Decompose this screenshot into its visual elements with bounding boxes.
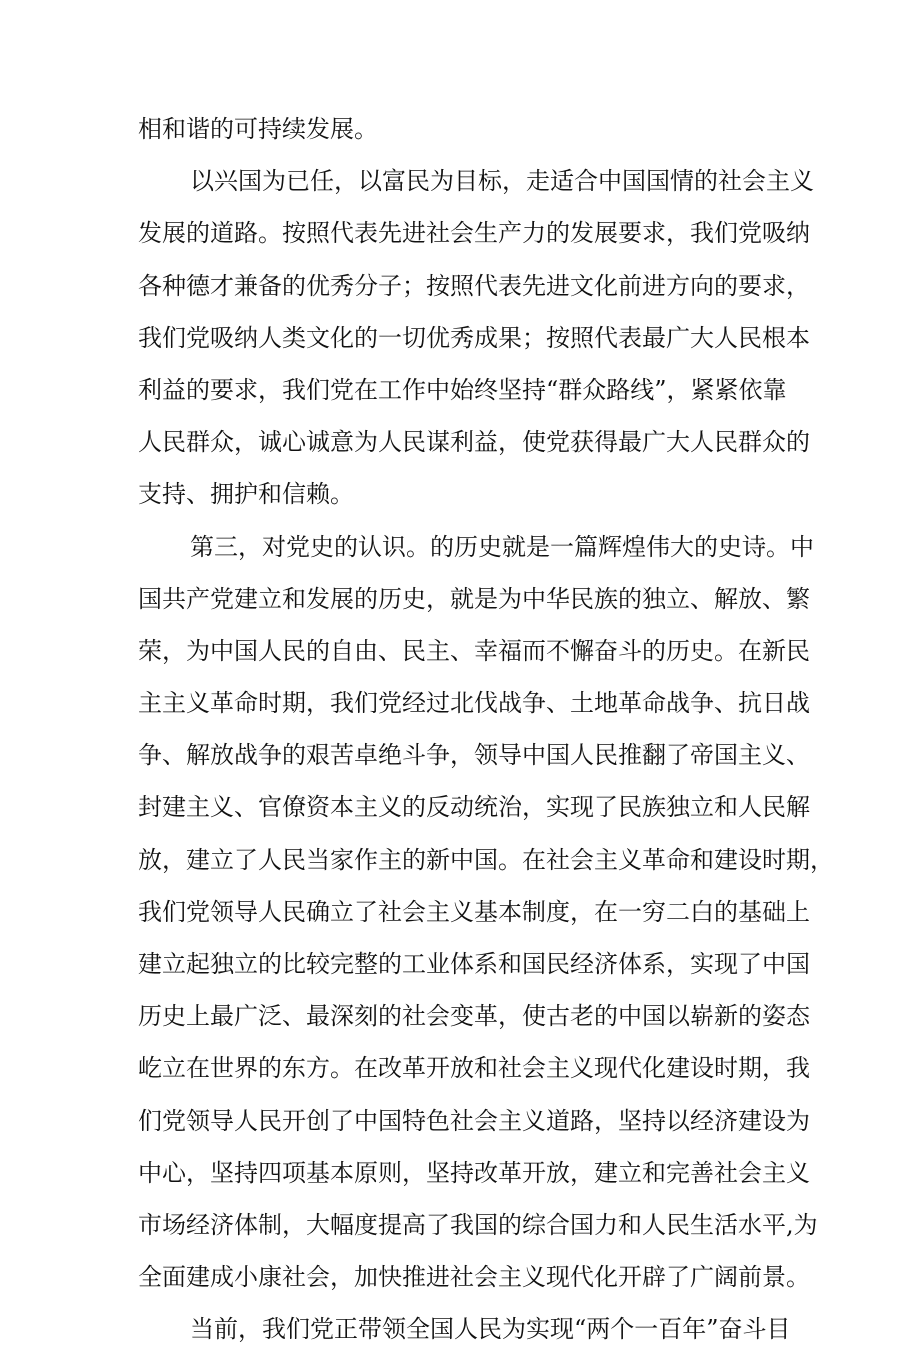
text-line: 荣，为中国人民的自由、民主、幸福而不懈奋斗的历史。在新民 — [138, 636, 810, 665]
text-line: 建立起独立的比较完整的工业体系和国民经济体系，实现了中国 — [138, 950, 810, 978]
text-line: 国共产党建立和发展的历史，就是为中华民族的独立、解放、繁 — [138, 584, 810, 613]
text-line: 利益的要求，我们党在工作中始终坚持“群众路线”，紧紧依靠 — [138, 375, 787, 404]
text-line: 屹立在世界的东方。在改革开放和社会主义现代化建设时期，我 — [138, 1054, 810, 1083]
text-line: 我们党领导人民确立了社会主义基本制度，在一穷二白的基础上 — [138, 897, 810, 926]
text-line: 当前，我们党正带领全国人民为实现“两个一百年”奋斗目 — [190, 1315, 791, 1344]
text-line: 全面建成小康社会，加快推进社会主义现代化开辟了广阔前景。 — [138, 1263, 810, 1292]
text-line: 支持、拥护和信赖。 — [138, 480, 354, 509]
text-line: 封建主义、官僚资本主义的反动统治，实现了民族独立和人民解 — [138, 793, 810, 822]
text-line: 人民群众，诚心诚意为人民谋利益，使党获得最广大人民群众的 — [138, 428, 810, 457]
text-line: 发展的道路。按照代表先进社会生产力的发展要求，我们党吸纳 — [138, 219, 810, 248]
text-line: 历史上最广泛、最深刻的社会变革，使古老的中国以崭新的姿态 — [138, 1002, 810, 1031]
document-page — [138, 103, 834, 1356]
text-line: 们党领导人民开创了中国特色社会主义道路，坚持以经济建设为 — [138, 1106, 810, 1135]
text-line: 以兴国为已任，以富民为目标，走适合中国国情的社会主义 — [190, 167, 814, 196]
text-line: 第三，对党史的认识。的历史就是一篇辉煌伟大的史诗。中 — [190, 532, 814, 561]
text-line: 主主义革命时期，我们党经过北伐战争、土地革命战争、抗日战 — [138, 689, 810, 718]
text-line: 放，建立了人民当家作主的新中国。在社会主义革命和建设时期， — [138, 845, 834, 874]
text-line: 相和谐的可持续发展。 — [138, 115, 378, 143]
text-line: 中心，坚持四项基本原则，坚持改革开放，建立和完善社会主义 — [138, 1158, 810, 1187]
text-line: 争、解放战争的艰苦卓绝斗争，领导中国人民推翻了帝国主义、 — [138, 741, 810, 770]
text-line: 各种德才兼备的优秀分子；按照代表先进文化前进方向的要求， — [138, 271, 810, 300]
text-line: 我们党吸纳人类文化的一切优秀成果；按照代表最广大人民根本 — [138, 323, 810, 352]
text-line: 市场经济体制，大幅度提高了我国的综合国力和人民生活水平,为 — [138, 1210, 818, 1239]
